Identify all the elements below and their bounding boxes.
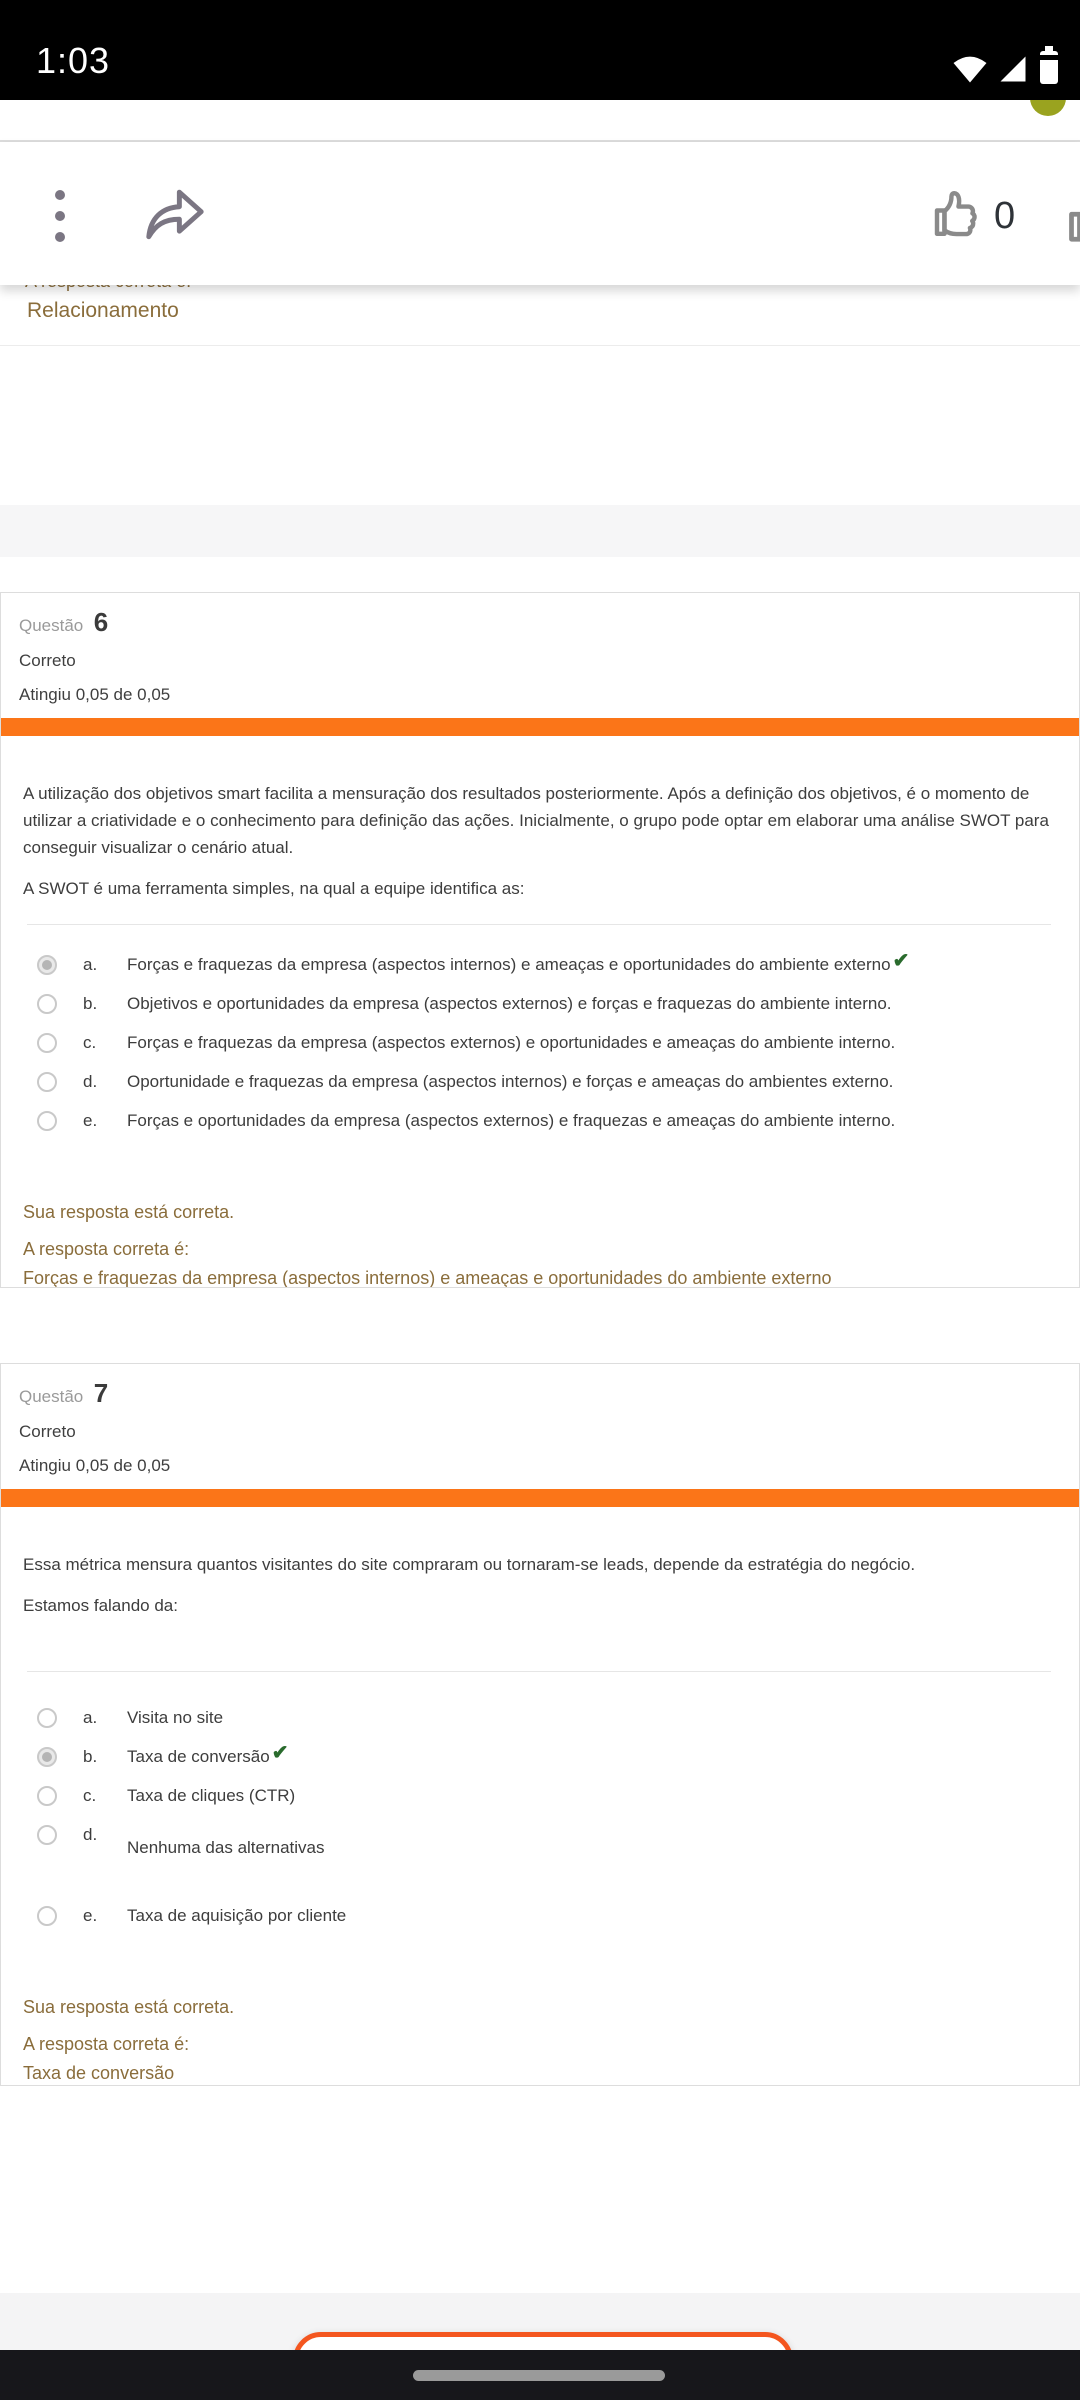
question-text	[1, 1507, 1079, 1619]
option-letter: d.	[83, 1071, 98, 1091]
like-button[interactable]	[930, 188, 1015, 245]
radio-selected[interactable]	[37, 955, 57, 975]
radio[interactable]	[37, 994, 57, 1014]
question-paragraph: A utilização dos objetivos smart facilita a mensuração dos resultados posteriormente. Após a definição dos objetivos, é o momento de utilizar a criatividade e o conhecimento para definição das ações. Inicialmente, o grupo pode optar em elaborar uma análise SWOT para conseguir visualizar o cenário atual.	[23, 784, 1049, 857]
divider	[27, 1671, 1051, 1672]
option-letter: b.	[83, 993, 98, 1013]
thumbs-up-icon	[930, 188, 986, 245]
radio[interactable]	[37, 1825, 57, 1845]
option-letter: c.	[83, 1032, 97, 1052]
radio[interactable]	[37, 1906, 57, 1926]
option-text: Forças e oportunidades da empresa (aspectos externos) e fraquezas e ameaças do ambiente interno.	[127, 1110, 896, 1130]
status-bar	[0, 0, 1080, 100]
answer-options	[1, 945, 1079, 1140]
section-separator	[0, 505, 1080, 557]
wifi-icon	[952, 54, 988, 89]
option-text: Forças e fraquezas da empresa (aspectos internos) e ameaças e oportunidades do ambiente externo	[127, 954, 891, 974]
question-label: Questão	[19, 616, 84, 635]
option-text: Visita no site	[127, 1707, 224, 1727]
option-text: Objetivos e oportunidades da empresa (aspectos externos) e forças e fraquezas do ambiente interno.	[127, 993, 892, 1013]
question-status: Correto	[19, 651, 76, 670]
option-letter: c.	[83, 1785, 97, 1805]
correct-check-icon: ✔	[892, 950, 910, 972]
radio-selected[interactable]	[37, 1747, 57, 1767]
signal-icon	[998, 54, 1028, 89]
question-accent-bar	[1, 1489, 1079, 1507]
option-text: Taxa de aquisição por cliente	[127, 1905, 347, 1925]
option-letter: b.	[83, 1746, 98, 1766]
correct-check-icon: ✔	[271, 1742, 289, 1764]
divider	[27, 924, 1051, 925]
option-text: Oportunidade e fraquezas da empresa (aspectos internos) e forças e ameaças do ambientes externo.	[127, 1071, 894, 1091]
question-grade: Atingiu 0,05 de 0,05	[19, 685, 171, 704]
option-c[interactable]	[1, 1776, 1079, 1815]
radio[interactable]	[37, 1786, 57, 1806]
overflow-menu-button[interactable]	[46, 190, 74, 242]
question-text	[1, 736, 1079, 902]
question-card-6	[0, 592, 1080, 1288]
option-b[interactable]	[1, 1737, 1079, 1776]
feedback-your-answer: Sua resposta está correta.	[23, 1997, 235, 2017]
feedback-correct-answer: Forças e fraquezas da empresa (aspectos internos) e ameaças e oportunidades do ambiente externo	[23, 1268, 832, 1288]
option-d[interactable]	[1, 1815, 1079, 1857]
question-paragraph: Essa métrica mensura quantos visitantes do site compraram ou tornaram-se leads, depende da estratégia do negócio.	[23, 1555, 916, 1574]
home-indicator[interactable]	[413, 2370, 665, 2381]
clock: 1:03	[36, 40, 111, 81]
question-info	[1, 593, 1079, 705]
feedback-your-answer: Sua resposta está correta.	[23, 1202, 235, 1222]
battery-icon	[1038, 46, 1060, 89]
question-info	[1, 1364, 1079, 1476]
feedback-correct-answer: Taxa de conversão	[23, 2063, 175, 2083]
option-a[interactable]	[1, 1698, 1079, 1737]
option-text: Forças e fraquezas da empresa (aspectos externos) e oportunidades e ameaças do ambiente interno.	[127, 1032, 896, 1052]
option-text: Taxa de conversão	[127, 1746, 270, 1766]
feedback-correct-label: A resposta correta é:	[23, 1239, 190, 1259]
question-card-7	[0, 1363, 1080, 2086]
question-paragraph: Estamos falando da:	[23, 1596, 178, 1615]
question-accent-bar	[1, 718, 1079, 736]
option-text: Nenhuma das alternativas	[127, 1837, 325, 1857]
option-text: Taxa de cliques (CTR)	[127, 1785, 296, 1805]
question-paragraph: A SWOT é uma ferramenta simples, na qual a equipe identifica as:	[23, 879, 525, 898]
toolbar	[0, 142, 1080, 285]
option-letter: a.	[83, 1707, 98, 1727]
option-d[interactable]	[1, 1062, 1079, 1101]
radio[interactable]	[37, 1033, 57, 1053]
option-a[interactable]	[1, 945, 1079, 984]
question-grade: Atingiu 0,05 de 0,05	[19, 1456, 171, 1475]
feedback-block	[1, 1997, 1079, 2084]
radio[interactable]	[37, 1111, 57, 1131]
question-label: Questão	[19, 1387, 84, 1406]
answer-options	[1, 1698, 1079, 1935]
option-b[interactable]	[1, 984, 1079, 1023]
correct-answer-link[interactable]: Relacionamento	[27, 299, 179, 322]
option-letter: e.	[83, 1110, 98, 1130]
like-count: 0	[994, 195, 1016, 237]
option-letter: e.	[83, 1905, 98, 1925]
option-e[interactable]	[1, 1101, 1079, 1140]
android-navigation-bar	[0, 2350, 1080, 2400]
feedback-block	[1, 1202, 1079, 1288]
feedback-correct-label: A resposta correta é:	[23, 2034, 190, 2054]
share-button[interactable]	[140, 182, 210, 246]
option-letter: a.	[83, 954, 98, 974]
divider	[0, 345, 1080, 346]
radio[interactable]	[37, 1072, 57, 1092]
option-c[interactable]	[1, 1023, 1079, 1062]
question-number: 7	[93, 1378, 109, 1408]
option-letter: d.	[83, 1824, 98, 1844]
question-number: 6	[93, 607, 109, 637]
radio[interactable]	[37, 1708, 57, 1728]
question-status: Correto	[19, 1422, 76, 1441]
dislike-button-partial[interactable]	[1064, 190, 1080, 250]
option-e[interactable]	[1, 1896, 1079, 1935]
